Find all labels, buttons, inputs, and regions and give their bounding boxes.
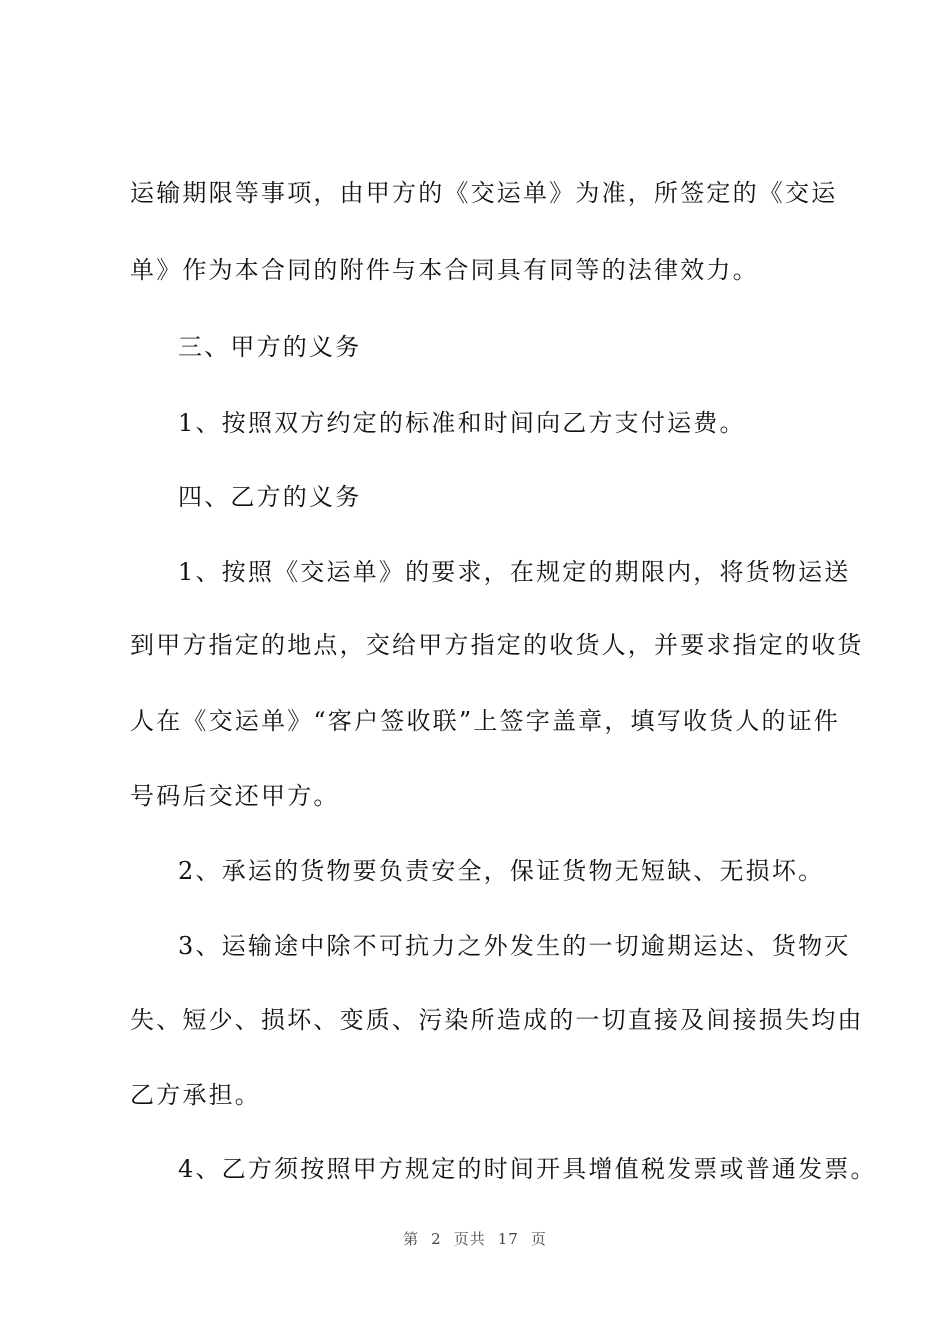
section-heading: 四、乙方的义务 (178, 483, 362, 511)
section-heading: 三、甲方的义务 (178, 333, 362, 361)
body-line: 失、短少、损坏、变质、污染所造成的一切直接及间接损失均由 (130, 1006, 864, 1034)
body-line: 4、乙方须按照甲方规定的时间开具增值税发票或普通发票。 (178, 1155, 877, 1183)
body-line: 号码后交还甲方。 (130, 782, 340, 810)
body-line: 1、按照双方约定的标准和时间向乙方支付运费。 (178, 409, 746, 437)
body-line: 到甲方指定的地点，交给甲方指定的收货人，并要求指定的收货 (130, 631, 864, 659)
page-footer (0, 1228, 950, 1249)
body-line: 1、按照《交运单》的要求，在规定的期限内，将货物运送 (178, 558, 851, 586)
body-line: 运输期限等事项，由甲方的《交运单》为准，所签定的《交运 (130, 179, 838, 207)
body-line: 单》作为本合同的附件与本合同具有同等的法律效力。 (130, 256, 759, 284)
footer-prefix: 第 (403, 1230, 420, 1248)
body-line: 人在《交运单》“客户签收联”上签字盖章，填写收货人的证件 (130, 707, 841, 735)
footer-middle: 页共 (453, 1230, 486, 1248)
body-line: 3、运输途中除不可抗力之外发生的一切逾期运达、货物灭 (178, 932, 851, 960)
footer-current-page: 2 (431, 1230, 442, 1248)
body-line: 乙方承担。 (130, 1081, 261, 1109)
footer-suffix: 页 (530, 1230, 547, 1248)
body-line: 2、承运的货物要负责安全，保证货物无短缺、无损坏。 (178, 857, 825, 885)
footer-total-pages: 17 (497, 1230, 519, 1248)
